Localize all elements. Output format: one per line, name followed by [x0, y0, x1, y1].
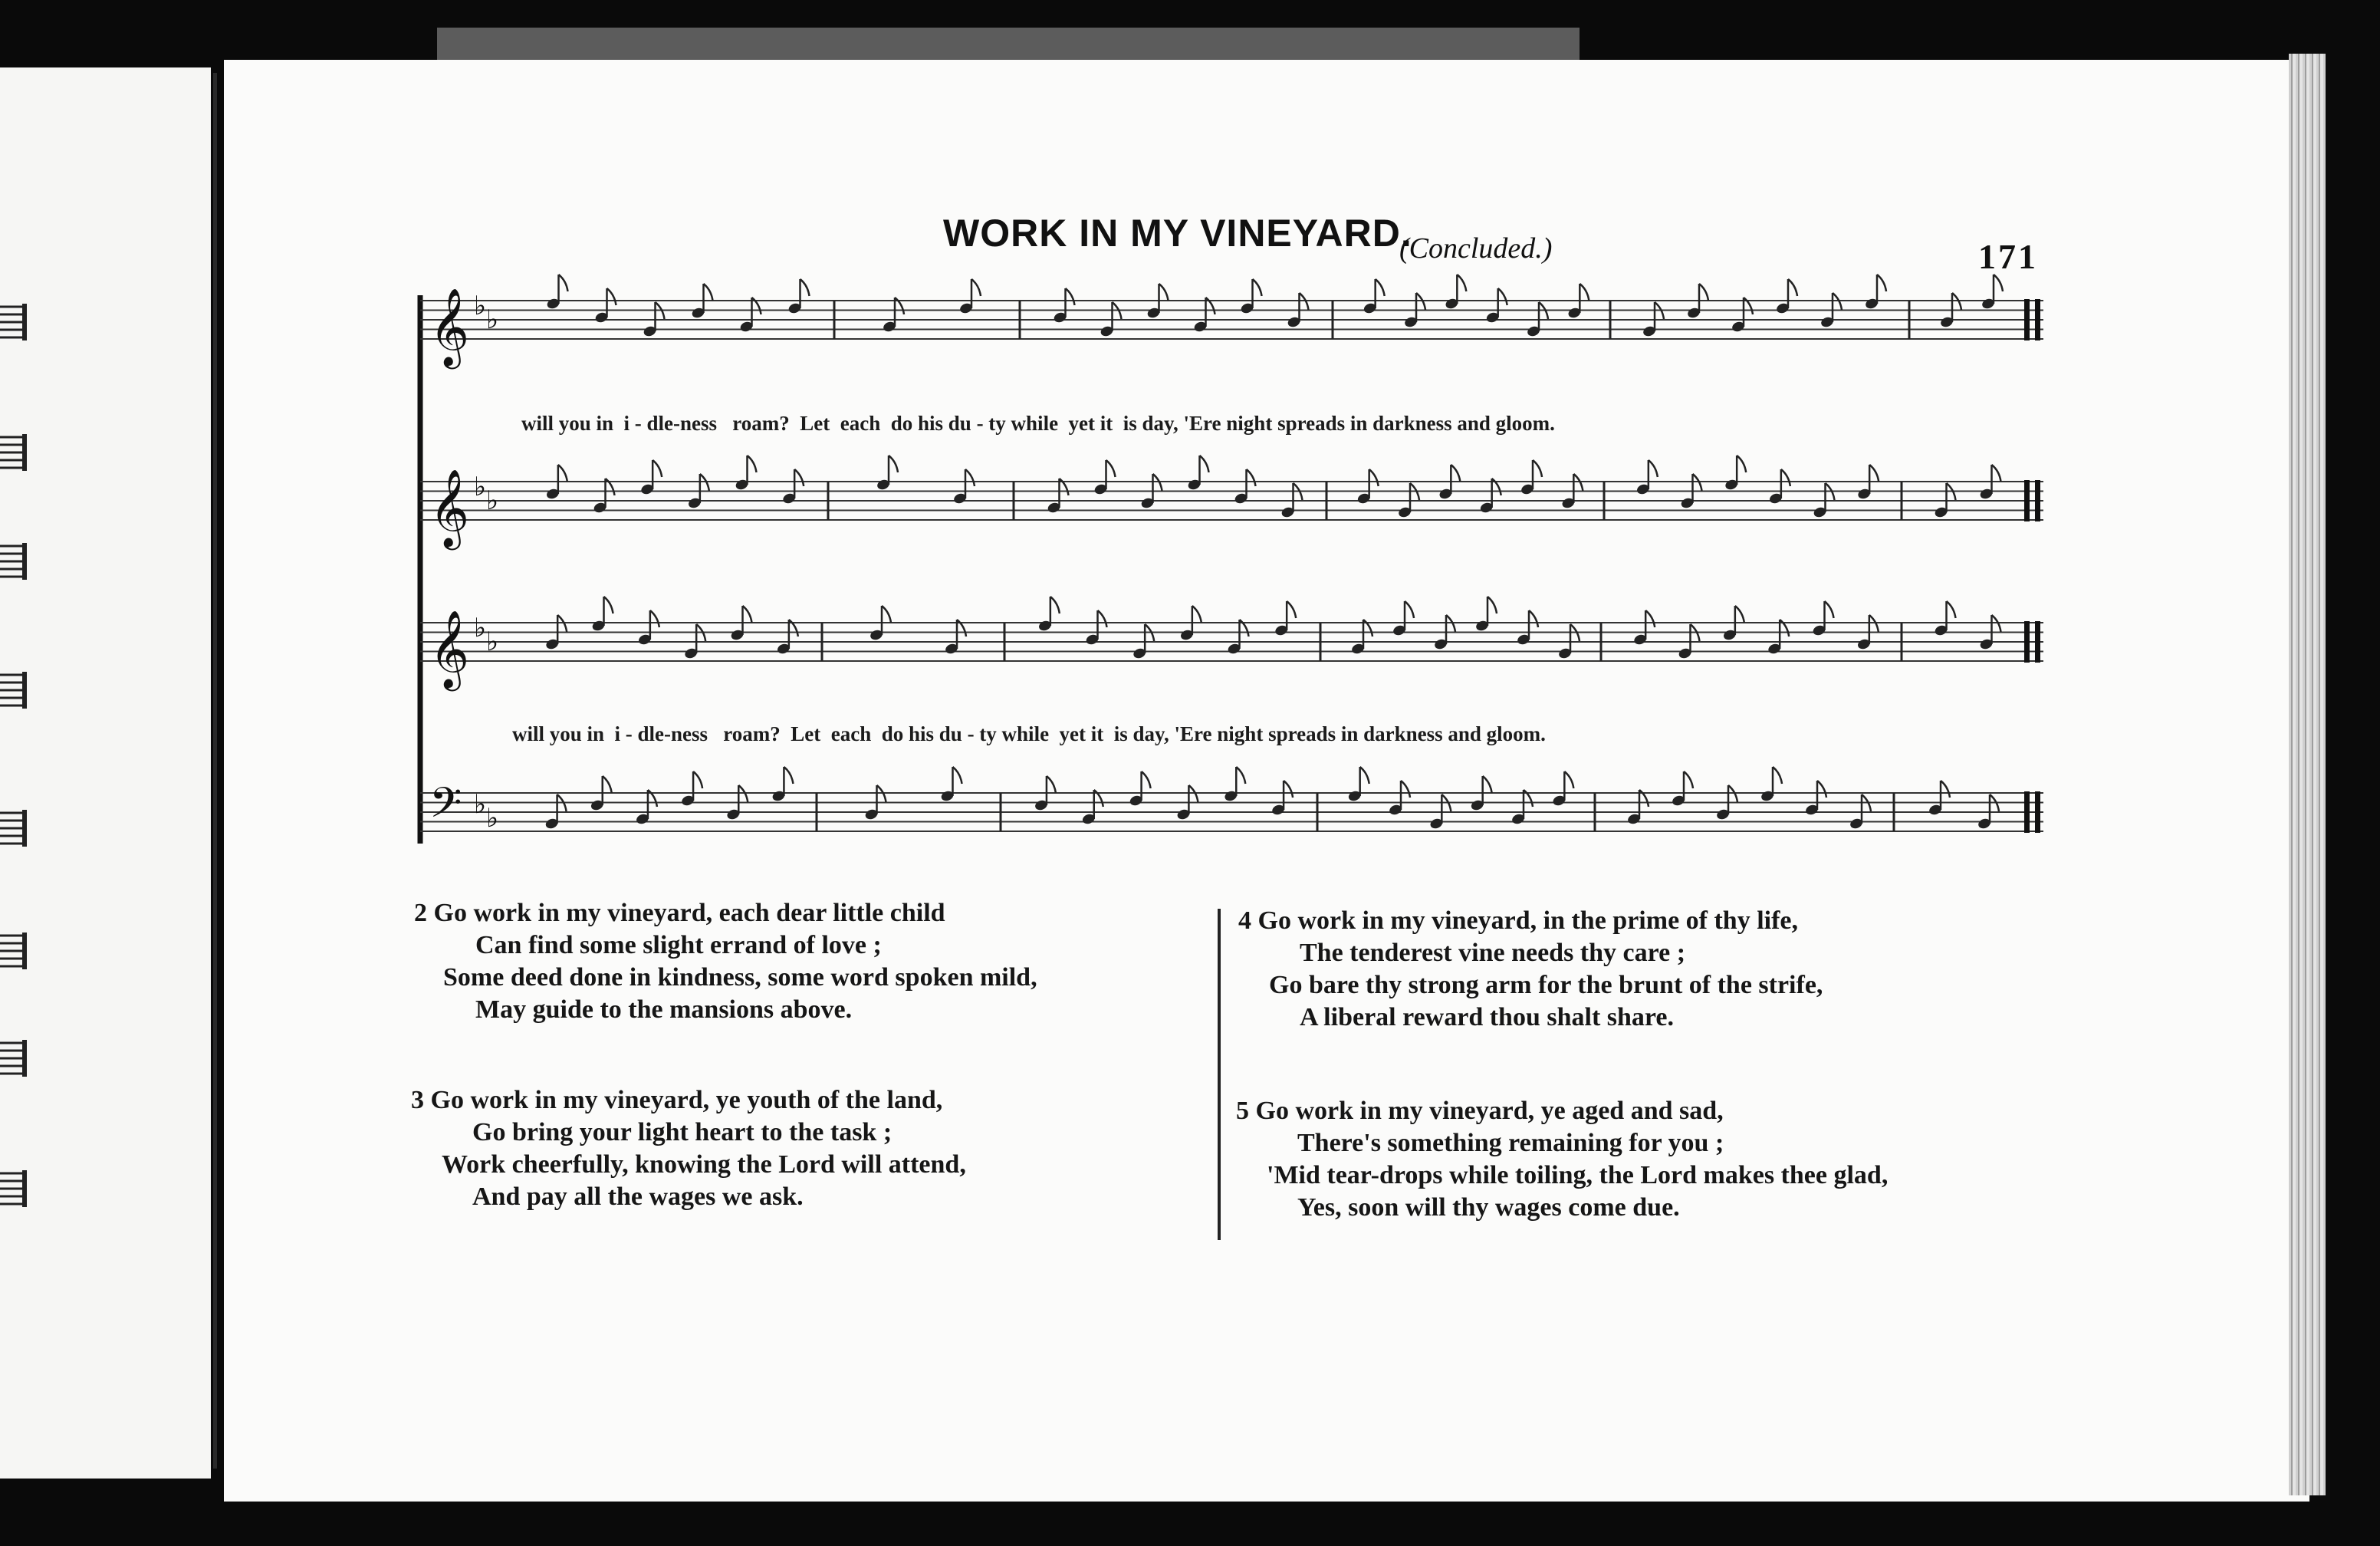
note-flag — [604, 597, 613, 613]
verse-line: Can find some slight errand of love ; — [475, 931, 882, 959]
note-flag — [1580, 284, 1589, 301]
verse-2 — [414, 899, 1037, 1025]
note-flag — [1098, 610, 1107, 627]
verse-line: A liberal reward thou shalt share. — [1300, 1003, 1674, 1031]
note-flag — [1050, 597, 1060, 613]
verse-4 — [1238, 906, 1823, 1032]
treble-clef: 𝄞 — [429, 468, 470, 547]
note-flag — [1869, 465, 1879, 482]
verse-line: The tenderest vine needs thy care ; — [1300, 939, 1686, 967]
verse-number: 5 — [1236, 1097, 1249, 1125]
note-flag — [1284, 781, 1293, 798]
verse-text: Go work in my vineyard, ye youth of the land, — [430, 1086, 943, 1114]
final-barline — [2024, 299, 2030, 340]
verse-line: Some deed done in kindness, some word spoken mild, — [443, 963, 1037, 992]
note-flag — [743, 606, 752, 623]
note-flag — [607, 288, 616, 305]
final-barline — [2035, 621, 2040, 663]
bass-clef: 𝄢 — [429, 778, 462, 837]
note-flag — [1498, 288, 1507, 305]
verse-text: Go work in my vineyard, in the prime of thy life, — [1257, 906, 1799, 935]
note-flag — [1994, 275, 2003, 291]
note-flag — [1788, 279, 1797, 296]
verse-line: Go bring your light heart to the task ; — [472, 1118, 893, 1146]
verse-line: Work cheerfully, knowing the Lord will attend, — [442, 1150, 966, 1179]
note-flag — [1735, 606, 1744, 623]
verse-line — [1238, 906, 1823, 936]
note-flag — [1457, 275, 1466, 291]
verse-number: 2 — [414, 899, 427, 927]
note-flag — [1287, 601, 1296, 618]
note-flag — [1401, 781, 1410, 798]
note-flag — [1192, 606, 1202, 623]
note-flag — [558, 465, 567, 482]
note-flag — [1360, 767, 1369, 784]
note-flag — [1047, 776, 1056, 793]
note-flag — [965, 469, 975, 486]
note-flag — [1781, 469, 1790, 486]
flat-sign: ♭ — [486, 803, 499, 834]
final-barline — [2035, 299, 2040, 340]
final-barline — [2035, 791, 2040, 833]
note-flag — [971, 279, 981, 296]
flat-sign: ♭ — [474, 472, 487, 502]
note-flag — [1564, 771, 1573, 788]
hymn-title: WORK IN MY VINEYARD. — [943, 212, 1412, 255]
note-flag — [794, 469, 804, 486]
note-flag — [1817, 781, 1826, 798]
note-flag — [1947, 601, 1956, 618]
hymn-subtitle: (Concluded.) — [1399, 232, 1553, 265]
note-flag — [1376, 279, 1385, 296]
note-flag — [748, 456, 757, 472]
verse-line: Go bare thy strong arm for the brunt of the strife, — [1269, 971, 1823, 999]
verse-line: And pay all the wages we ask. — [472, 1183, 804, 1211]
note-flag — [1533, 460, 1542, 477]
note-flag — [1247, 469, 1256, 486]
note-flag — [889, 456, 898, 472]
note-flag — [650, 610, 659, 627]
note-flag — [693, 771, 702, 788]
note-flag — [1649, 460, 1658, 477]
flat-sign: ♭ — [474, 291, 487, 321]
note-flag — [1992, 465, 2001, 482]
verse-line: There's something remaining for you ; — [1297, 1129, 1724, 1157]
note-flag — [1369, 469, 1379, 486]
flat-sign: ♭ — [486, 627, 499, 657]
note-flag — [1488, 597, 1497, 613]
note-flag — [1236, 767, 1245, 784]
note-flag — [1645, 610, 1655, 627]
verse-text: Go work in my vineyard, each dear little child — [433, 899, 945, 927]
note-flag — [1253, 279, 1262, 296]
final-barline — [2035, 480, 2040, 521]
lyrics-line-lower: will you in i - dle-ness roam? Let each do his du - ty while yet it is day, 'Ere night spreads in darkness and gloom. — [512, 722, 1546, 745]
note-flag — [1142, 771, 1151, 788]
verse-column-divider — [1218, 909, 1221, 1240]
note-flag — [1159, 284, 1169, 301]
flat-sign: ♭ — [474, 613, 487, 643]
lyrics-line-upper: will you in i - dle-ness roam? Let each do his du - ty while yet it is day, 'Ere night spreads in darkness and gloom. — [521, 412, 1555, 435]
note-flag — [603, 776, 612, 793]
note-flag — [1825, 601, 1834, 618]
note-flag — [1451, 465, 1460, 482]
flat-sign: ♭ — [474, 789, 487, 820]
note-flag — [704, 284, 713, 301]
verse-line: 'Mid tear-drops while toiling, the Lord makes thee glad, — [1267, 1161, 1889, 1189]
final-barline — [2024, 480, 2030, 521]
note-flag — [1941, 781, 1950, 798]
page-number: 171 — [1978, 237, 2038, 276]
treble-clef: 𝄞 — [429, 287, 470, 366]
note-flag — [1684, 771, 1693, 788]
flat-sign: ♭ — [486, 485, 499, 516]
verse-line — [1236, 1097, 1888, 1126]
note-flag — [1529, 610, 1538, 627]
note-flag — [559, 275, 568, 291]
note-flag — [784, 767, 793, 784]
note-flag — [882, 606, 891, 623]
note-flag — [953, 767, 962, 784]
verse-3 — [411, 1086, 966, 1212]
note-flag — [1200, 456, 1209, 472]
note-flag — [1106, 460, 1116, 477]
note-flag — [1405, 601, 1414, 618]
note-flag — [1066, 288, 1075, 305]
final-barline — [2024, 621, 2030, 663]
verse-number: 4 — [1238, 906, 1251, 935]
verse-line: May guide to the mansions above. — [475, 995, 853, 1024]
note-flag — [1877, 275, 1886, 291]
verse-text: Go work in my vineyard, ye aged and sad, — [1255, 1097, 1724, 1125]
verse-number: 3 — [411, 1086, 424, 1114]
treble-clef: 𝄞 — [429, 609, 470, 688]
verse-line — [414, 899, 1037, 928]
note-flag — [653, 460, 662, 477]
note-flag — [1699, 284, 1708, 301]
verse-line — [411, 1086, 966, 1115]
note-flag — [1773, 767, 1782, 784]
note-flag — [1483, 776, 1492, 793]
note-flag — [1737, 456, 1746, 472]
note-flag — [800, 279, 810, 296]
flat-sign: ♭ — [486, 304, 499, 335]
verse-line: Yes, soon will thy wages come due. — [1297, 1193, 1680, 1222]
final-barline — [2024, 791, 2030, 833]
verse-5 — [1236, 1097, 1888, 1222]
